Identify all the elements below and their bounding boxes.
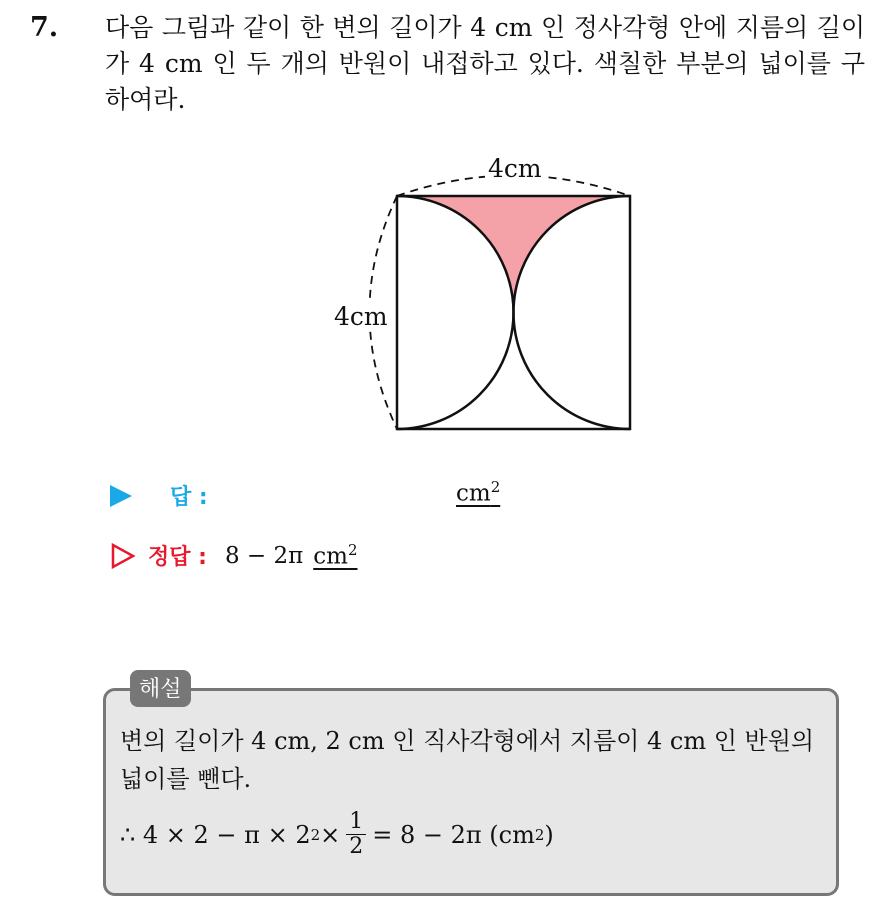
fraction: $\frac{1}{2}$ — [346, 810, 366, 859]
answer-row — [110, 478, 501, 511]
correct-answer-value: 8 − 2π — [224, 542, 304, 569]
correct-answer-row — [110, 540, 358, 571]
left-length-label: 4cm — [334, 302, 388, 331]
explanation-text: 변의 길이가 4 cm, 2 cm 인 직사각형에서 지름이 4 cm 인 반원의 넓이를 뺀다. — [120, 727, 815, 793]
answer-label: 답 : — [170, 485, 208, 510]
question-number: 7. — [30, 12, 59, 43]
filled-triangle-icon — [110, 485, 132, 507]
outline-triangle-icon — [110, 543, 136, 569]
shaded-region — [397, 196, 630, 312]
question-text: 다음 그림과 같이 한 변의 길이가 4 cm 인 정사각형 안에 지름의 길이가 4 cm 인 두 개의 반원이 내접하고 있다. 색칠한 부분의 넓이를 구하여라. — [105, 13, 865, 114]
geometry-figure — [320, 150, 650, 450]
explanation-tag: 해설 — [130, 670, 191, 707]
correct-answer-unit: $cm^2$ — [313, 541, 358, 570]
explanation-formula: ∴ 4 × 2 − π × 2 2 × $\frac{1}{2}$ = 8 − 2π (cm 2 ) — [120, 809, 554, 859]
answer-unit: $cm^2$ — [456, 478, 501, 507]
top-length-label: 4cm — [485, 154, 545, 183]
correct-answer-label: 정답 : — [148, 545, 207, 570]
